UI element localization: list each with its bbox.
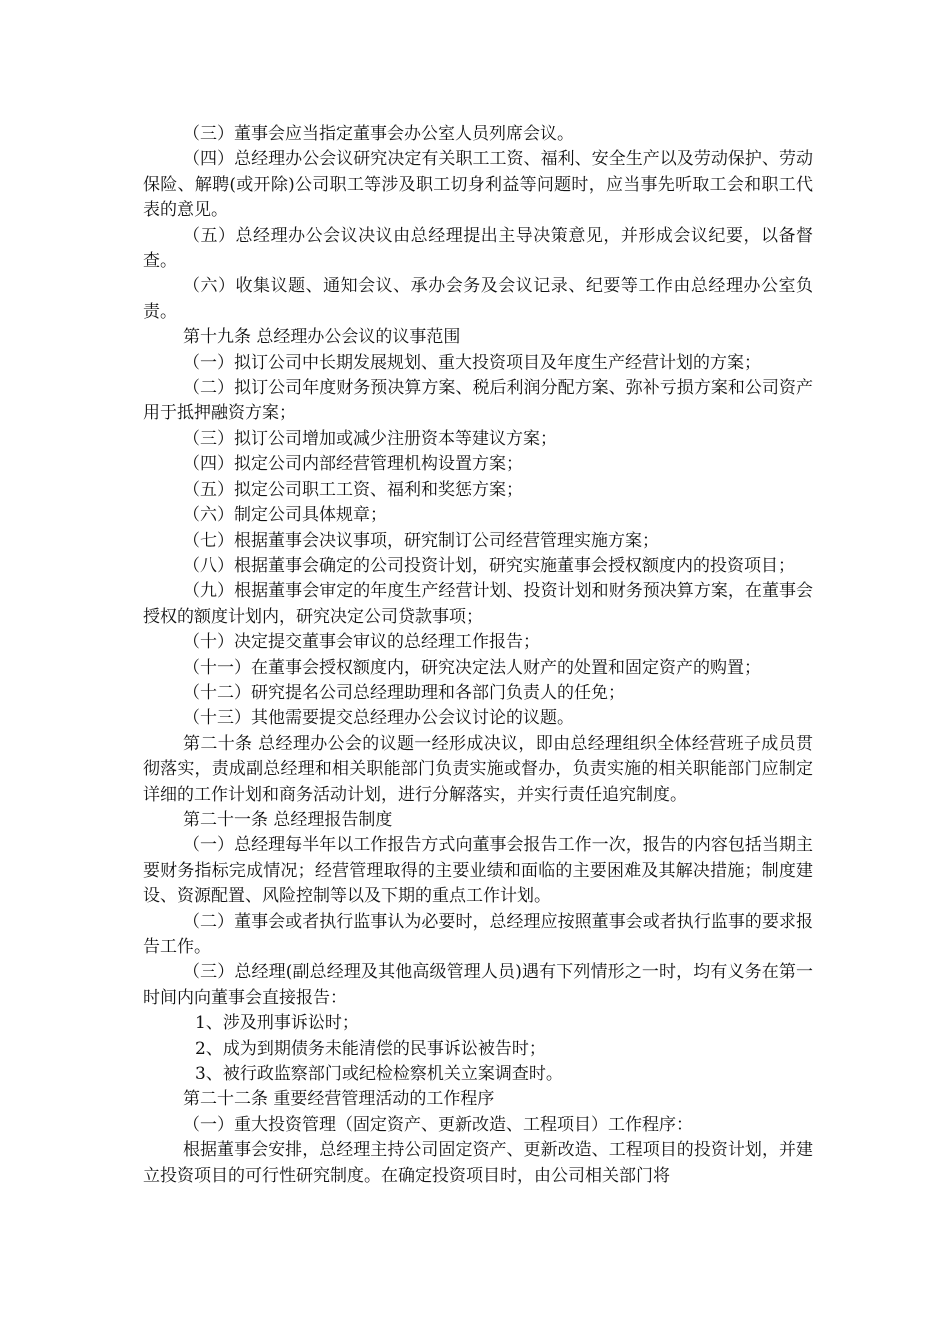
article-21-item-2: （二）董事会或者执行监事认为必要时，总经理应按照董事会或者执行监事的要求报告工作。 <box>143 911 813 957</box>
article-19-item-6: （六）制定公司具体规章； <box>183 505 387 526</box>
article-22-item-1: （一）重大投资管理（固定资产、更新改造、工程项目）工作程序： <box>183 1114 693 1135</box>
article-21-item-1: （一）总经理每半年以工作报告方式向董事会报告工作一次，报告的内容包括当期主要财务指标完成情况；经营管理取得的主要业绩和面临的主要困难及其解决措施；制度建设、资源配置、风险控制等以及下期的重点工作计划。 <box>143 835 813 907</box>
article-19-item-9: （九）根据董事会审定的年度生产经营计划、投资计划和财务预决算方案，在董事会授权的额度计划内，研究决定公司贷款事项； <box>143 581 813 627</box>
article-19-item-2: （二）拟订公司年度财务预决算方案、税后利润分配方案、弥补亏损方案和公司资产用于抵押融资方案； <box>143 378 813 424</box>
article-22-item-1-body: 根据董事会安排，总经理主持公司固定资产、更新改造、工程项目的投资计划，并建立投资项目的可行性研究制度。在确定投资项目时，由公司相关部门将 <box>143 1140 813 1186</box>
article-21-sub-item-1: 1、涉及刑事诉讼时； <box>195 1013 359 1034</box>
article-21-sub-item-3: 3、被行政监察部门或纪检检察机关立案调查时。 <box>195 1064 563 1085</box>
article-19-item-8: （八）根据董事会确定的公司投资计划，研究实施董事会授权额度内的投资项目； <box>183 555 795 576</box>
article-19-item-10: （十）决定提交董事会审议的总经理工作报告； <box>183 632 540 653</box>
article-19-item-7: （七）根据董事会决议事项，研究制订公司经营管理实施方案； <box>183 530 659 551</box>
document-body <box>143 122 813 1189</box>
article-20: 第二十条 总经理办公会的议题一经形成决议，即由总经理组织全体经营班子成员贯彻落实，责成副总经理和相关职能部门负责实施或督办，负责实施的相关职能部门应制定详细的工作计划和商务活动计划，进行分解落实，并实行责任追究制度。 <box>143 733 813 805</box>
article-19-item-1: （一）拟订公司中长期发展规划、重大投资项目及年度生产经营计划的方案； <box>183 352 761 373</box>
article-19-item-13: （十三）其他需要提交总经理办公会议讨论的议题。 <box>183 708 574 729</box>
paragraph-3-board-office: （三）董事会应当指定董事会办公室人员列席会议。 <box>183 124 574 144</box>
article-19-item-3: （三）拟订公司增加或减少注册资本等建议方案； <box>183 428 557 449</box>
article-19-item-12: （十二）研究提名公司总经理助理和各部门负责人的任免； <box>183 682 625 703</box>
article-21-heading: 第二十一条 总经理报告制度 <box>183 809 393 830</box>
article-21-item-3: （三）总经理(副总经理及其他高级管理人员)遇有下列情形之一时，均有义务在第一时间内向董事会直接报告： <box>143 962 813 1008</box>
article-19-item-5: （五）拟定公司职工工资、福利和奖惩方案； <box>183 479 523 500</box>
paragraph-5-resolution: （五）总经理办公会议决议由总经理提出主导决策意见，并形成会议纪要，以备督查。 <box>143 225 813 272</box>
paragraph-6-meeting-affairs: （六）收集议题、通知会议、承办会务及会议记录、纪要等工作由总经理办公室负责。 <box>143 276 813 322</box>
article-21-sub-item-2: 2、成为到期债务未能清偿的民事诉讼被告时； <box>195 1038 546 1059</box>
article-19-item-4: （四）拟定公司内部经营管理机构设置方案； <box>183 454 523 475</box>
paragraph-4-labor-issues: （四）总经理办公会议研究决定有关职工工资、福利、安全生产以及劳动保护、劳动保险、解聘(或开除)公司职工等涉及职工切身利益等问题时，应当事先听取工会和职工代表的意见。 <box>143 149 813 221</box>
article-19-heading: 第十九条 总经理办公会议的议事范围 <box>183 327 461 348</box>
article-19-item-11: （十一）在董事会授权额度内，研究决定法人财产的处置和固定资产的购置； <box>183 657 761 678</box>
article-22-heading: 第二十二条 重要经营管理活动的工作程序 <box>183 1089 495 1110</box>
